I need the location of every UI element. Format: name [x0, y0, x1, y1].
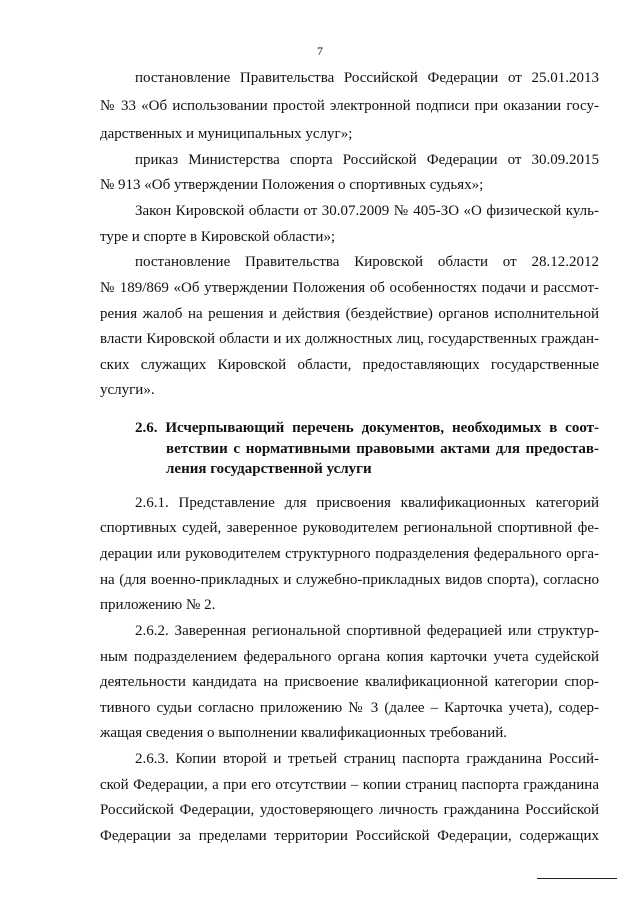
section-heading: ления государственной услуги	[166, 461, 372, 477]
paragraph-line: постановление Правительства Российской Федерации от 25.01.2013	[135, 70, 599, 86]
paragraph-line: жащая сведения о выполнении квалификационных требований.	[100, 725, 508, 741]
paragraph-line: тивного судьи согласно приложению № 3 (далее – Карточка учета), содер-	[100, 700, 599, 716]
paragraph-line: приказ Министерства спорта Российской Федерации от 30.09.2015	[135, 152, 599, 168]
paragraph-line: на (для военно-прикладных и служебно-прикладных видов спорта), согласно	[100, 572, 599, 588]
paragraph-line: приложению № 2.	[100, 597, 216, 613]
paragraph-line: ских служащих Кировской области, предоставляющих государственные	[100, 357, 599, 373]
paragraph-line: услуги».	[100, 382, 155, 398]
paragraph-line: № 913 «Об утверждении Положения о спортивных судьях»;	[100, 177, 484, 193]
paragraph-line: 2.6.2. Заверенная региональной спортивной федерацией или структур-	[135, 623, 599, 639]
paragraph-line: ской Федерации, а при его отсутствии – копии страниц паспорта гражданина	[100, 777, 599, 793]
paragraph-line: спортивных судей, заверенное руководителем региональной спортивной фе-	[100, 520, 599, 536]
paragraph-line: ным подразделением федерального органа копия карточки учета судейской	[100, 649, 599, 665]
paragraph-line: туре и спорте в Кировской области»;	[100, 229, 336, 245]
section-heading: 2.6. Исчерпывающий перечень документов, необходимых в соот-	[135, 420, 599, 436]
paragraph-line: № 33 «Об использовании простой электронной подписи при оказании госу-	[100, 98, 599, 114]
footer-divider	[537, 878, 617, 879]
paragraph-line: дарственных и муниципальных услуг»;	[100, 126, 353, 142]
section-heading: ветствии с нормативными правовыми актами для предостав-	[166, 441, 599, 457]
paragraph-line: № 189/869 «Об утверждении Положения об особенностях подачи и рассмот-	[100, 280, 599, 296]
paragraph-line: 2.6.1. Представление для присвоения квалификационных категорий	[135, 495, 599, 511]
paragraph-line: дерации или руководителем структурного подразделения федерального орга-	[100, 546, 599, 562]
paragraph-line: рения жалоб на решения и действия (бездействие) органов исполнительной	[100, 306, 599, 322]
paragraph-line: Закон Кировской области от 30.07.2009 № 405-ЗО «О физической куль-	[135, 203, 599, 219]
paragraph-line: деятельности кандидата на присвоение квалификационной категории спор-	[100, 674, 599, 690]
paragraph-line: постановление Правительства Кировской области от 28.12.2012	[135, 254, 599, 270]
paragraph-line: 2.6.3. Копии второй и третьей страниц паспорта гражданина Россий-	[135, 751, 599, 767]
paragraph-line: власти Кировской области и их должностных лиц, государственных граждан-	[100, 331, 599, 347]
page-number: 7	[317, 44, 323, 58]
paragraph-line: Федерации за пределами территории Российской Федерации, содержащих	[100, 828, 599, 844]
paragraph-line: Российской Федерации, удостоверяющего личность гражданина Российской	[100, 802, 599, 818]
